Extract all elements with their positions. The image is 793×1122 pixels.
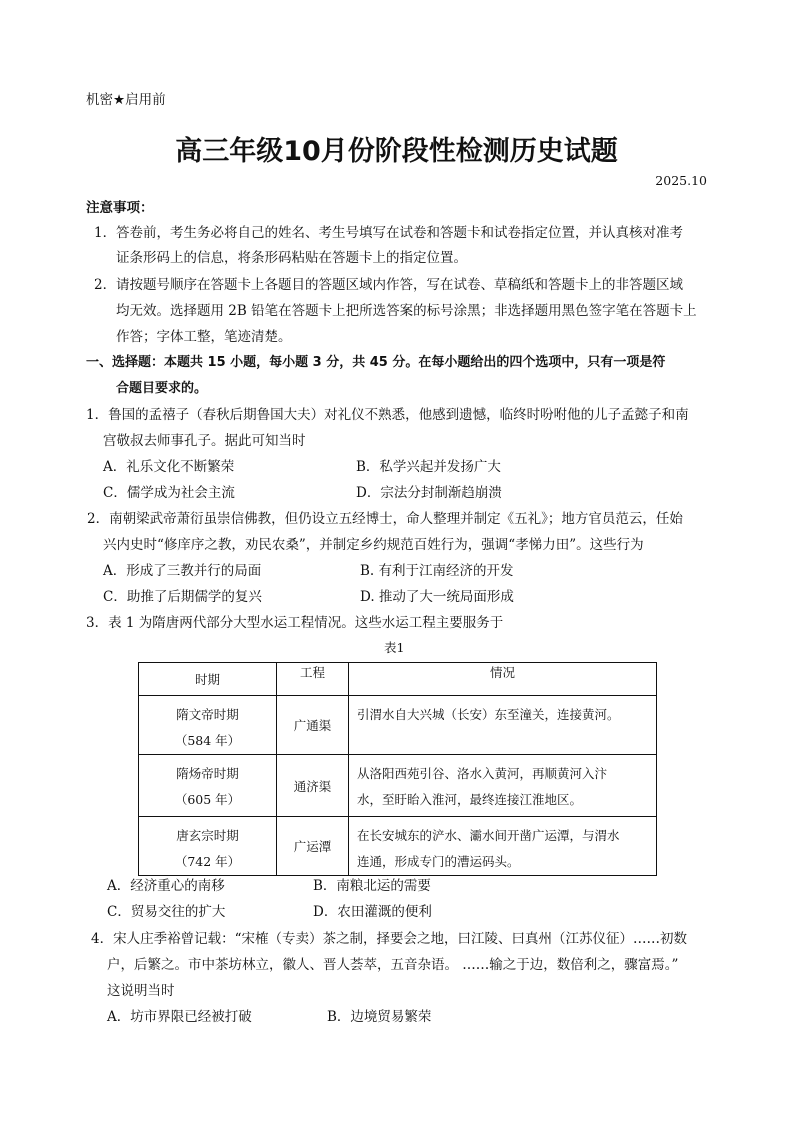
period-cell (139, 696, 277, 755)
desc-line: 从洛阳西苑引谷、洛水入黄河，再顺黄河入汴 (357, 766, 608, 781)
question-4-text: 这说明当时 (107, 983, 175, 999)
project-cell: 广通渠 (277, 696, 349, 755)
question-4-option-b: B．边境贸易繁荣 (327, 1009, 432, 1025)
desc-cell (349, 696, 657, 755)
table-row (139, 817, 657, 876)
desc-line: 在长安城东的浐水、灞水间开凿广运潭，与渭水 (357, 828, 620, 843)
question-3-text: 3．表 1 为隋唐两代部分大型水运工程情况。这些水运工程主要服务于 (86, 615, 504, 631)
table-row (139, 696, 657, 755)
notice-2-line: 作答；字体工整，笔迹清楚。 (116, 329, 292, 345)
notice-heading: 注意事项： (86, 200, 154, 216)
desc-line: 连通，形成专门的漕运码头。 (357, 854, 520, 869)
question-2-option-b: B. 有利于江南经济的开发 (360, 563, 514, 579)
table-row (139, 755, 657, 817)
question-1-text: 1．鲁国的孟禧子（春秋后期鲁国大夫）对礼仪不熟悉，他感到遗憾，临终时吩咐他的儿子孟懿子和南 (86, 407, 689, 423)
question-3-option-c: C．贸易交往的扩大 (107, 904, 226, 920)
notice-2-line: 请按题号顺序在答题卡上各题目的答题区域内作答，写在试卷、草稿纸和答题卡上的非答题区域 (116, 277, 683, 293)
period-cell (139, 755, 277, 817)
question-3-option-a: A．经济重心的南移 (107, 878, 225, 894)
section-heading: 一、选择题：本题共 15 小题，每小题 3 分，共 45 分。在每小题给出的四个选项中，只有一项是符 (86, 355, 666, 370)
table-header-period: 时期 (139, 663, 277, 696)
waterway-table (138, 662, 657, 876)
project-cell: 广运潭 (277, 817, 349, 876)
year: （605 年） (174, 792, 241, 807)
question-1-option-c: C．儒学成为社会主流 (103, 485, 235, 501)
notice-1-line: 答卷前，考生务必将自己的姓名、考生号填写在试卷和答题卡和试卷指定位置，并认真核对准考 (116, 225, 683, 241)
section-heading: 合题目要求的。 (116, 381, 208, 396)
question-1-option-d: D．宗法分封制渐趋崩溃 (356, 485, 502, 501)
question-1-option-b: B．私学兴起并发扬广大 (356, 459, 501, 475)
year: （584 年） (174, 733, 241, 748)
period: 隋炀帝时期 (176, 766, 239, 781)
notice-1-num: 1． (94, 225, 117, 241)
table-caption: 表1 (384, 640, 405, 655)
table-header-desc: 情况 (349, 663, 657, 696)
question-4-text: 4．宋人庄季裕曾记载：“宋榷（专卖）茶之制，择要会之地，曰江陵、曰真州（江苏仪征）……初数 (91, 931, 687, 947)
desc-cell (349, 755, 657, 817)
question-2-option-a: A．形成了三教并行的局面 (103, 563, 262, 579)
desc-line: 引渭水自大兴城（长安）东至潼关，连接黄河。 (357, 707, 620, 722)
question-3-option-b: B．南粮北运的需要 (313, 878, 431, 894)
notice-2-num: 2． (94, 277, 117, 293)
question-3-option-d: D．农田灌溉的便利 (313, 904, 432, 920)
classification-label: 机密★启用前 (86, 92, 166, 108)
question-1-option-a: A．礼乐文化不断繁荣 (103, 459, 235, 475)
exam-date: 2025.10 (655, 173, 707, 188)
period: 隋文帝时期 (176, 707, 239, 722)
question-1-text: 宫敬叔去师事孔子。据此可知当时 (103, 433, 306, 449)
question-2-option-d: D. 推动了大一统局面形成 (360, 589, 514, 605)
period: 唐玄宗时期 (176, 828, 239, 843)
question-2-text: 兴内史时“修庠序之教，劝民农桑”，并制定乡约规范百姓行为，强调“孝悌力田”。这些行为 (103, 537, 644, 553)
desc-cell (349, 817, 657, 876)
table-header-project: 工程 (277, 663, 349, 696)
year: （742 年） (174, 854, 241, 869)
question-4-option-a: A．坊市界限已经被打破 (107, 1009, 252, 1025)
question-2-text: 2．南朝梁武帝萧衍虽崇信佛教，但仍设立五经博士，命人整理并制定《五礼》；地方官员范云，任始 (87, 511, 683, 527)
notice-1-line: 证条形码上的信息，将条形码粘贴在答题卡上的指定位置。 (116, 250, 467, 266)
period-cell (139, 817, 277, 876)
notice-2-line: 均无效。选择题用 2B 铅笔在答题卡上把所选答案的标号涂黑；非选择题用黑色签字笔在答题卡上 (116, 303, 697, 319)
project-cell: 通济渠 (277, 755, 349, 817)
desc-line: 水，至盱眙入淮河，最终连接江淮地区。 (357, 792, 583, 807)
page-title: 高三年级10月份阶段性检测历史试题 (175, 136, 618, 167)
question-4-text: 户，后繁之。市中茶坊林立，徽人、晋人荟萃，五音杂语。 ……输之于边，数倍利之，骤富焉。” (107, 957, 679, 973)
question-2-option-c: C．助推了后期儒学的复兴 (103, 589, 262, 605)
